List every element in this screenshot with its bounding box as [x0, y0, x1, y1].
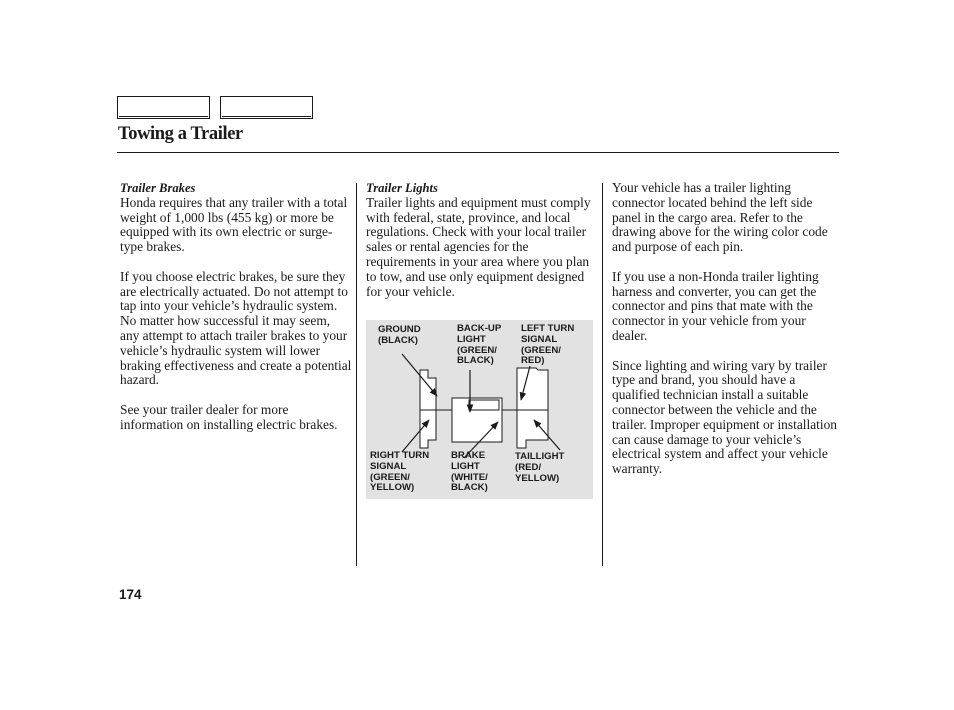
- nav-tab-box-right[interactable]: [220, 96, 313, 119]
- connector-center-tab: [469, 400, 499, 410]
- connector-paragraph-3: Since lighting and wiring vary by trailer type and brand, you should have a qualified technician install a suitable connector between the vehicle and the trailer. Improper equipment or installation can cause damage to your vehicle’s electrical system and affect your vehicle warranty.: [612, 357, 837, 477]
- page-number: 174: [119, 587, 142, 602]
- right-turn-signal-label: RIGHT TURN SIGNAL (GREEN/ YELLOW): [370, 450, 430, 494]
- connector-right-block: [517, 368, 548, 448]
- trailer-brakes-column: [120, 181, 352, 447]
- trailer-lights-section: [366, 181, 598, 299]
- connector-paragraph-2: If you use a non-Honda trailer lighting harness and converter, you can get the connector and pins that mate with the connector in your vehicle from your dealer.: [612, 268, 819, 343]
- title-rule: [117, 152, 839, 153]
- brakes-paragraph-3: See your trailer dealer for more information on installing electric brakes.: [120, 401, 338, 432]
- connector-left-block: [420, 370, 436, 448]
- page-title: Towing a Trailer: [118, 124, 243, 144]
- lights-paragraph-1: Trailer lights and equipment must comply with federal, state, province, and local regulations. Check with your local trailer sales or rental agencies for the requirements in your area where you plan to tow, and use only equipment designed for your vehicle.: [366, 194, 591, 299]
- nav-tab-box-left[interactable]: [117, 96, 210, 119]
- connector-column: [612, 181, 844, 492]
- column-divider-2: [602, 183, 603, 566]
- trailer-brakes-section: [120, 181, 352, 255]
- connector-diagram: [366, 320, 593, 499]
- taillight-label: TAILLIGHT (RED/ YELLOW): [515, 451, 565, 484]
- ground-label: GROUND (BLACK): [378, 324, 421, 346]
- brakes-paragraph-1: Honda requires that any trailer with a total weight of 1,000 lbs (455 kg) or more be equipped with its own electric or surge-type brakes.: [120, 194, 348, 255]
- column-divider-1: [356, 183, 357, 566]
- backup-light-label: BACK-UP LIGHT (GREEN/ BLACK): [457, 323, 502, 367]
- trailer-lights-heading: Trailer Lights: [366, 181, 438, 195]
- connector-paragraph-1: Your vehicle has a trailer lighting connector located behind the left side panel in the cargo area. Refer to the drawing above for the wiring color code and purpose of each pin.: [612, 180, 828, 255]
- left-turn-signal-label: LEFT TURN SIGNAL (GREEN/ RED): [521, 323, 575, 367]
- trailer-brakes-heading: Trailer Brakes: [120, 181, 196, 195]
- brakes-paragraph-2: If you choose electric brakes, be sure they are electrically actuated. Do not attempt to tap into your vehicle’s hydraulic system. No matter how successful it may seem, any attempt to attach trailer brakes to your vehicle’s hydraulic system will lower braking effectiveness and create a potential hazard.: [120, 268, 352, 388]
- trailer-lights-column: [366, 181, 598, 314]
- brake-light-label: BRAKE LIGHT (WHITE/ BLACK): [451, 450, 488, 494]
